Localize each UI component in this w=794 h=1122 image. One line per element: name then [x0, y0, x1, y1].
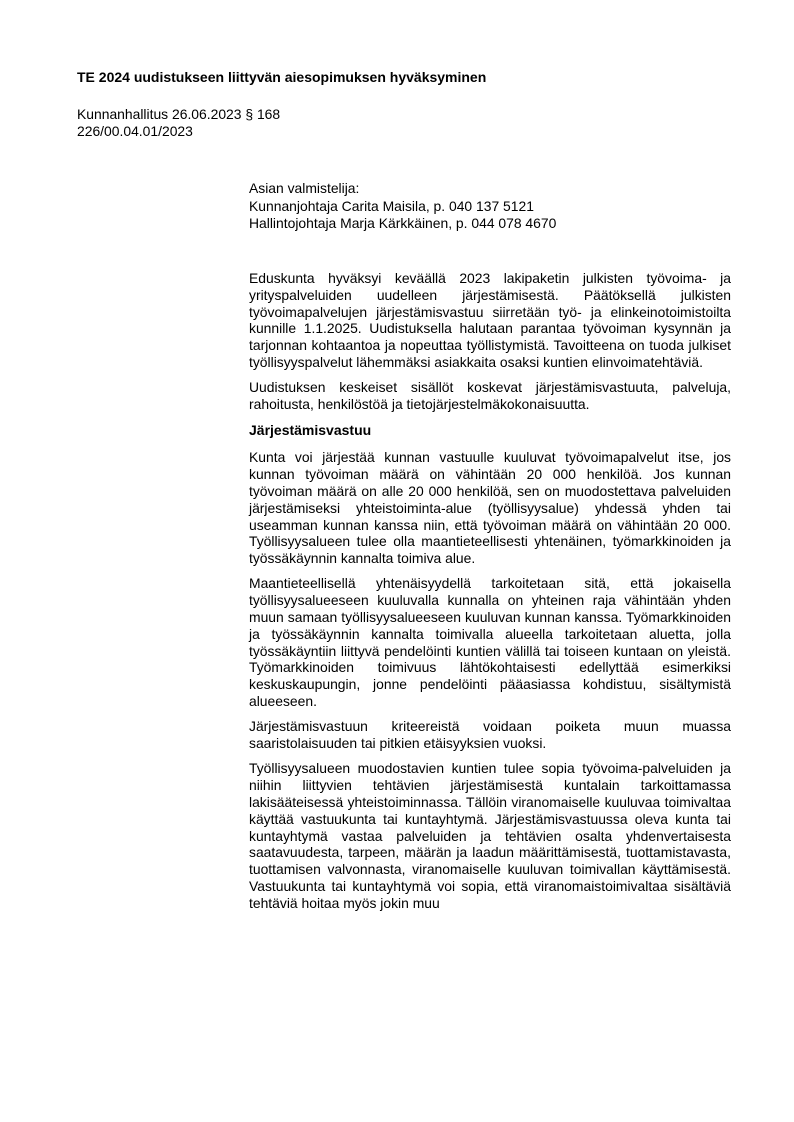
- preparers-block: [249, 180, 556, 233]
- paragraph: Uudistuksen keskeiset sisällöt koskevat järjestämisvastuuta, palveluja, rahoitusta, henkilöstöä ja tietojärjestelmäkokonaisuutta.: [249, 379, 731, 413]
- paragraph: Maantieteellisellä yhtenäisyydellä tarkoitetaan sitä, että jokaisella työllisyysalueeseen kuuluvalla kunnalla on yhteinen raja vähintään yhden muun samaan työllisyysalueeseen kuuluvan kunnan kanssa. Työmarkkinoiden ja työssäkäynnin kannalta toimivalla alueella tarkoitetaan aluetta, jolla työssäkäyntiin liittyvä pendelöinti kuntien välillä tai toiseen kuntaan on yleistä. Työmarkkinoiden toimivuus lähtökohtaisesti edellyttää esimerkiksi keskuskaupungin, jonne pendelöinti pääasiassa kohdistuu, sisältymistä alueeseen.: [249, 575, 731, 710]
- paragraph: Eduskunta hyväksyi keväällä 2023 lakipaketin julkisten työvoima- ja yrityspalveluiden uudelleen järjestämisestä. Päätöksellä julkisten työvoimapalvelujen järjestämisvastuu siirretään työ- ja elinkeinotoimistoilta kunnille 1.1.2025. Uudistuksella halutaan parantaa työvoiman kysynnän ja tarjonnan kohtaantoa ja nopeuttaa työllistymistä. Tavoitteena on tuoda julkiset työllisyyspalvelut lähemmäksi asiakkaita osaksi kuntien elinvoimatehtäviä.: [249, 270, 731, 370]
- paragraph: Työllisyysalueen muodostavien kuntien tulee sopia työvoima-palveluiden ja niihin liittyvien tehtävien järjestämisestä kuntalain tarkoittamassa lakisääteisessä yhteistoiminnassa. Tällöin viranomaiselle kuuluvaa toimivaltaa käyttää vastuukunta tai kuntayhtymä. Järjestämisvastuussa oleva kunta tai kuntayhtymä vastaa palveluiden ja tehtävien osalta yhdenvertaisesta saatavuudesta, tarpeen, määrän ja laadun määrittämisestä, tuottamistavasta, tuottamisen valvonnasta, viranomaiselle kuuluvan toimivallan käyttämisestä. Vastuukunta tai kuntayhtymä voi sopia, että viranomaistoimivaltaa sisältäviä tehtäviä hoitaa myös jokin muu: [249, 760, 731, 911]
- page-title: TE 2024 uudistukseen liittyvän aiesopimuksen hyväksyminen: [77, 69, 487, 85]
- paragraph: Kunta voi järjestää kunnan vastuulle kuuluvat työvoimapalvelut itse, jos kunnan työvoiman määrä on vähintään 20 000 henkilöä. Jos kunnan työvoiman määrä on alle 20 000 henkilöä, sen on muodostettava palveluiden järjestämiseksi yhteistoiminta-alue (työllisyysalue) yhdessä yhden tai useamman kunnan kanssa niin, että työvoiman määrä on vähintään 20 000. Työllisyysalueen tulee olla maantieteellisesti yhtenäinen, työmarkkinoiden ja työssäkäynnin kannalta toimiva alue.: [249, 449, 731, 567]
- preparer-line: Kunnanjohtaja Carita Maisila, p. 040 137 5121: [249, 197, 534, 214]
- meeting-reference: Kunnanhallitus 26.06.2023 § 168: [77, 106, 281, 122]
- preparer-line: Hallintojohtaja Marja Kärkkäinen, p. 044 078 4670: [249, 215, 557, 231]
- case-number: 226/00.04.01/2023: [77, 123, 193, 139]
- document-body: [249, 270, 731, 920]
- meeting-info: [77, 106, 280, 140]
- preparers-heading: Asian valmistelija:: [249, 180, 360, 196]
- section-heading: Järjestämisvastuu: [249, 422, 372, 439]
- paragraph: Järjestämisvastuun kriteereistä voidaan poiketa muun muassa saaristolaisuuden tai pitkien etäisyyksien vuoksi.: [249, 718, 731, 752]
